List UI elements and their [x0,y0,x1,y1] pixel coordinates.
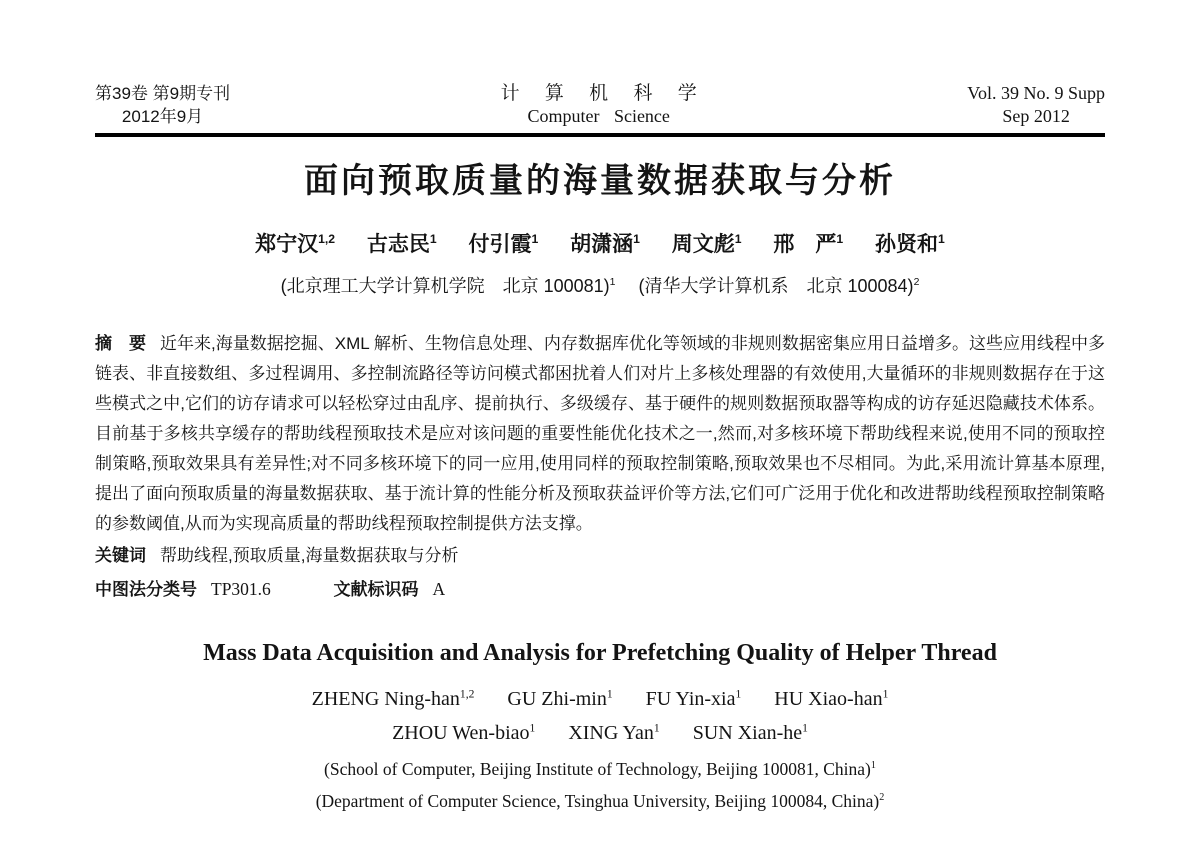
affiliation-sup: 2 [913,277,920,288]
abstract-text: 近年来,海量数据挖掘、XML 解析、生物信息处理、内存数据库优化等领域的非规则数据密集应用日益增多。这些应用线程中多链表、非直接数组、多过程调用、多控制流路径等访问模式都困扰着人们对片上多核处理器的有效使用,大量循环的非规则数据存在于这些模式之中,它们的访存请求可以轻松穿过由乱序、提前执行、多级缓存、基于硬件的规则数据预取器等构成的访存延迟隐藏技术体系。目前基于多核共享缓存的帮助线程预取技术是应对该问题的重要性能优化技术之一,然而,对多核环境下帮助线程来说,使用不同的预取控制策略,预取效果具有差异性;对不同多核环境下的同一应用,使用同样的预取控制策略,预取效果也不尽相同。为此,采用流计算基本原理,提出了面向预取质量的海量数据获取、基于流计算的性能分析及预取获益评价等方法,它们可广泛用于优化和改进帮助线程预取控制策略的参数阈值,从而为实现高质量的帮助线程预取控制提供方法支撑。 [95,334,1105,533]
author-en [646,688,742,710]
author-name: HU Xiao-han [774,688,883,710]
journal-date-en: Sep 2012 [1002,106,1070,126]
affiliation-text: (Department of Computer Science, Tsinghua University, Beijing 100084, China) [315,791,880,811]
author-affil-sup: 1 [734,232,742,246]
author-en [507,688,612,710]
journal-date-cn: 2012年9月 [121,107,204,126]
author-cn [469,233,539,256]
affiliation-text: (清华大学计算机系 北京 100084) [638,276,914,296]
affiliation-sup: 1 [870,760,876,772]
header-rule [95,133,1105,137]
author-name: 古志民 [366,233,430,256]
doc-code-label: 文献标识码 [333,580,419,599]
author-en [568,722,659,744]
author-cn [255,233,335,256]
author-affil-sup: 1 [531,232,539,246]
clc-label: 中图法分类号 [95,580,197,599]
author-name: ZHENG Ning-han [311,688,460,710]
author-en [392,722,535,744]
author-affil-sup: 1 [653,721,660,735]
author-cn [875,233,945,256]
affiliation-cn [281,276,616,296]
author-name: ZHOU Wen-biao [392,722,530,744]
author-name: XING Yan [568,722,654,744]
author-affil-sup: 1 [938,232,945,246]
author-cn [672,233,742,256]
author-affil-sup: 1,2 [459,687,475,701]
author-name: 邢 严 [773,233,837,256]
keywords [95,541,1105,571]
authors-cn [95,231,1105,259]
journal-volume-en: Vol. 39 No. 9 Supp [967,83,1105,103]
author-cn [367,233,437,256]
journal-issue-block [95,82,230,128]
journal-name-cn: 计 算 机 科 学 [500,83,707,104]
author-en [774,688,888,710]
english-title: Mass Data Acquisition and Analysis for Prefetching Quality of Helper Thread [203,640,997,666]
affiliations-cn [95,274,1105,298]
author-affil-sup: 1 [529,721,536,735]
author-cn [773,233,843,256]
author-en [693,722,808,744]
page-title: 面向预取质量的海量数据获取与分析 [304,162,896,200]
journal-name-en: Computer Science [527,106,670,126]
author-name: 胡潇涵 [570,233,634,256]
author-affil-sup: 1 [735,687,742,701]
author-affil-sup: 1 [802,721,808,735]
author-name: 孙贤和 [875,233,939,256]
paper-page [95,0,1105,813]
keywords-label: 关键词 [95,546,146,565]
author-name: FU Yin-xia [645,688,736,710]
affiliation-cn [639,276,920,296]
journal-name-block [491,82,707,128]
doc-code-value: A [432,579,446,599]
affiliation-en [95,758,1105,781]
affiliation-text: (北京理工大学计算机学院 北京 100081) [280,276,610,296]
author-name: GU Zhi-min [507,688,607,710]
author-affil-sup: 1 [633,232,640,246]
abstract-label: 摘 要 [95,334,147,353]
affiliation-sup: 1 [609,277,616,288]
author-affil-sup: 1 [882,687,889,701]
authors-en-line2 [95,720,1105,746]
journal-header [95,82,1105,128]
author-affil-sup: 1 [429,232,437,246]
classification-line [95,574,1105,605]
author-cn [570,233,640,256]
author-en [312,688,475,710]
journal-issue-cn: 第39卷 第9期专刊 [95,84,231,103]
affiliation-sup: 2 [879,792,885,804]
author-affil-sup: 1 [606,687,613,701]
affiliation-en [95,790,1105,813]
author-name: 郑宁汉 [255,233,319,256]
abstract [95,329,1105,539]
authors-en-line1 [95,686,1105,712]
author-affil-sup: 1,2 [318,232,336,246]
author-name: SUN Xian-he [692,722,803,744]
author-name: 周文彪 [671,233,735,256]
author-affil-sup: 1 [836,232,844,246]
keywords-text: 帮助线程,预取质量,海量数据获取与分析 [160,546,459,565]
affiliation-text: (School of Computer, Beijing Institute of Technology, Beijing 100081, China) [324,759,871,779]
clc-value: TP301.6 [211,579,271,599]
journal-volume-block [967,82,1105,128]
author-name: 付引霞 [468,233,532,256]
